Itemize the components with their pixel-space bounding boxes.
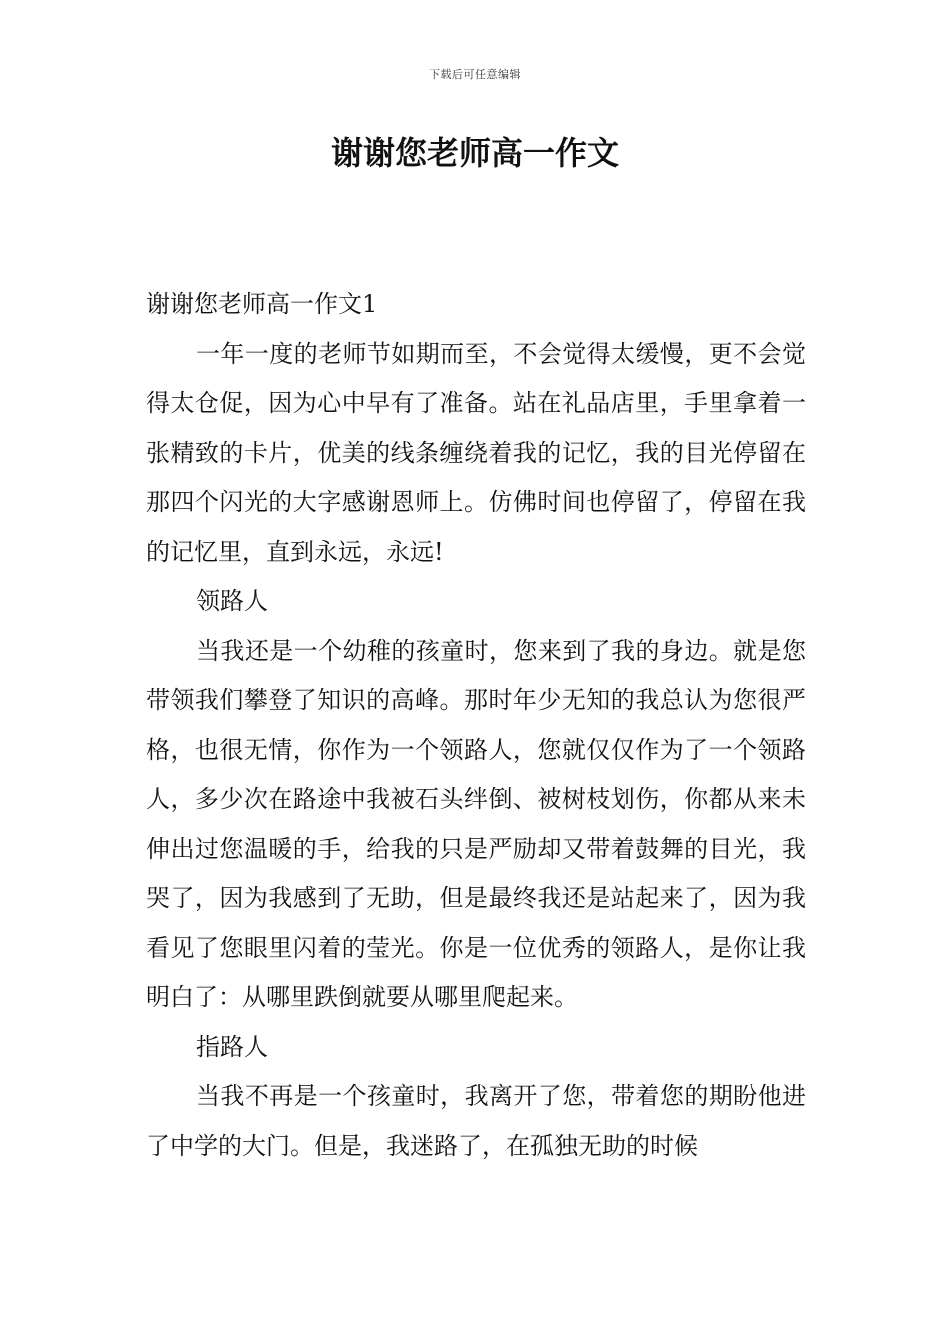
document-title: 谢谢您老师高一作文 <box>330 134 619 172</box>
paragraph-3: 当我不再是一个孩童时，我离开了您，带着您的期盼他进了中学的大门。但是，我迷路了，在孤独无助的时候 <box>146 1082 806 1160</box>
subheading-guide: 领路人 <box>196 587 268 615</box>
section-heading: 谢谢您老师高一作文1 <box>146 290 378 318</box>
paragraph-2: 当我还是一个幼稚的孩童时，您来到了我的身边。就是您带领我们攀登了知识的高峰。那时年少无知的我总认为您很严格，也很无情，你作为一个领路人，您就仅仅作为了一个领路人，多少次在路途中我被石头绊倒、被树枝划伤，你都从来未伸出过您温暖的手，给我的只是严励却又带着鼓舞的目光，我哭了，因为我感到了无助，但是最终我还是站起来了，因为我看见了您眼里闪着的莹光。你是一位优秀的领路人，是你让我明白了：从哪里跌倒就要从哪里爬起来。 <box>146 636 806 1011</box>
document-body <box>146 280 806 1171</box>
subheading-pointer: 指路人 <box>196 1032 268 1061</box>
header-note: 下载后可任意编辑 <box>429 68 521 81</box>
paragraph-1: 一年一度的老师节如期而至，不会觉得太缓慢，更不会觉得太仓促，因为心中早有了准备。站在礼品店里，手里拿着一张精致的卡片，优美的线条缠绕着我的记忆，我的目光停留在那四个闪光的大字感谢恩师上。仿佛时间也停留了，停留在我的记忆里，直到永远，永远! <box>146 339 806 566</box>
